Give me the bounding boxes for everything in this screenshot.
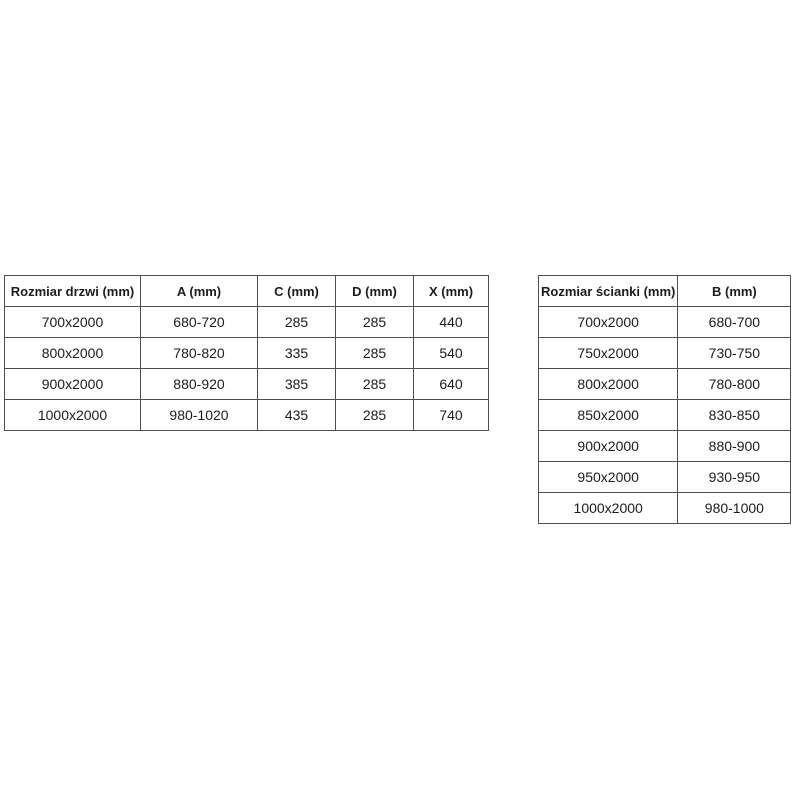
table-cell: 750x2000: [539, 338, 678, 369]
table-cell: 700x2000: [539, 307, 678, 338]
table-row: [539, 493, 791, 524]
doors-column-header: D (mm): [336, 276, 414, 307]
table-cell: 285: [336, 307, 414, 338]
doors-spec-table: [4, 275, 489, 431]
table-cell: 730-750: [678, 338, 791, 369]
table-cell: 850x2000: [539, 400, 678, 431]
table-row: [539, 338, 791, 369]
table-cell: 1000x2000: [5, 400, 141, 431]
table-cell: 540: [414, 338, 489, 369]
table-row: [539, 400, 791, 431]
table-cell: 700x2000: [5, 307, 141, 338]
table-cell: 335: [258, 338, 336, 369]
table-row: [539, 369, 791, 400]
table-row: [5, 400, 489, 431]
table-cell: 385: [258, 369, 336, 400]
table-cell: 880-920: [141, 369, 258, 400]
table-cell: 285: [336, 400, 414, 431]
table-cell: 640: [414, 369, 489, 400]
walls-header-row: [539, 276, 791, 307]
table-cell: 880-900: [678, 431, 791, 462]
doors-header-row: [5, 276, 489, 307]
table-cell: 800x2000: [5, 338, 141, 369]
table-cell: 435: [258, 400, 336, 431]
table-cell: 950x2000: [539, 462, 678, 493]
table-row: [5, 369, 489, 400]
table-row: [539, 462, 791, 493]
doors-column-header: C (mm): [258, 276, 336, 307]
table-cell: 930-950: [678, 462, 791, 493]
table-row: [539, 307, 791, 338]
doors-column-header: X (mm): [414, 276, 489, 307]
table-cell: 1000x2000: [539, 493, 678, 524]
table-cell: 680-720: [141, 307, 258, 338]
table-row: [539, 431, 791, 462]
table-cell: 830-850: [678, 400, 791, 431]
walls-column-header: B (mm): [678, 276, 791, 307]
table-cell: 780-820: [141, 338, 258, 369]
table-cell: 285: [258, 307, 336, 338]
table-cell: 740: [414, 400, 489, 431]
doors-column-header: A (mm): [141, 276, 258, 307]
table-cell: 680-700: [678, 307, 791, 338]
table-cell: 285: [336, 338, 414, 369]
walls-column-header: Rozmiar ścianki (mm): [539, 276, 678, 307]
table-cell: 900x2000: [539, 431, 678, 462]
table-cell: 440: [414, 307, 489, 338]
table-cell: 900x2000: [5, 369, 141, 400]
table-cell: 800x2000: [539, 369, 678, 400]
table-cell: 980-1000: [678, 493, 791, 524]
walls-spec-table: [538, 275, 791, 524]
table-cell: 285: [336, 369, 414, 400]
table-row: [5, 307, 489, 338]
table-row: [5, 338, 489, 369]
table-cell: 780-800: [678, 369, 791, 400]
table-cell: 980-1020: [141, 400, 258, 431]
doors-column-header: Rozmiar drzwi (mm): [5, 276, 141, 307]
